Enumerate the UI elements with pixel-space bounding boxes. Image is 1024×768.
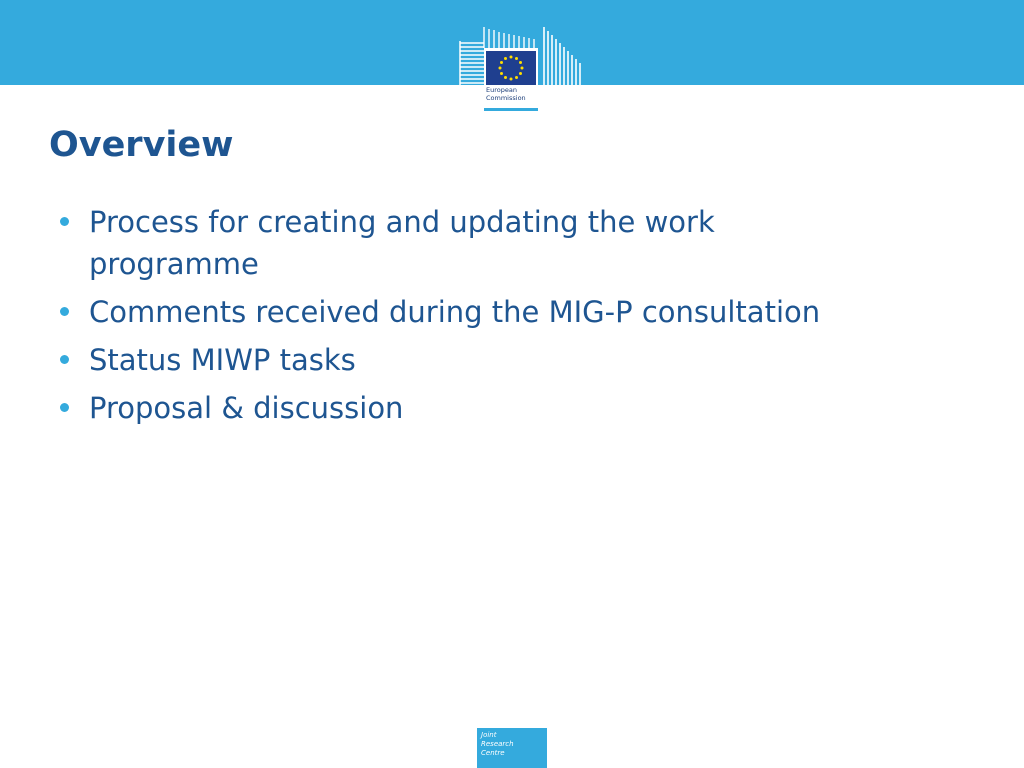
slide-title: Overview — [49, 125, 234, 165]
jrc-badge — [477, 728, 547, 768]
bullet-icon — [60, 307, 69, 316]
jrc-badge-line: Research — [481, 740, 514, 748]
bullet-list — [60, 201, 1000, 435]
bullet-text: Status MIWP tasks — [89, 343, 356, 377]
logo-text-european: European — [486, 86, 517, 94]
bullet-item — [60, 291, 1000, 333]
bullet-icon — [60, 355, 69, 364]
bullet-text: Proposal & discussion — [89, 391, 404, 425]
bullet-icon — [60, 403, 69, 412]
bullet-item — [60, 339, 1000, 381]
bullet-text: Comments received during the MIG-P consultation — [89, 295, 821, 329]
bullet-text: Process for creating and updating the work programme — [89, 205, 715, 281]
bullet-item — [60, 201, 1000, 285]
jrc-badge-line: Centre — [481, 749, 505, 757]
logo-text-commission: Commission — [486, 94, 526, 102]
bullet-item — [60, 387, 1000, 429]
jrc-badge-line: Joint — [481, 731, 497, 739]
bullet-icon — [60, 217, 69, 226]
